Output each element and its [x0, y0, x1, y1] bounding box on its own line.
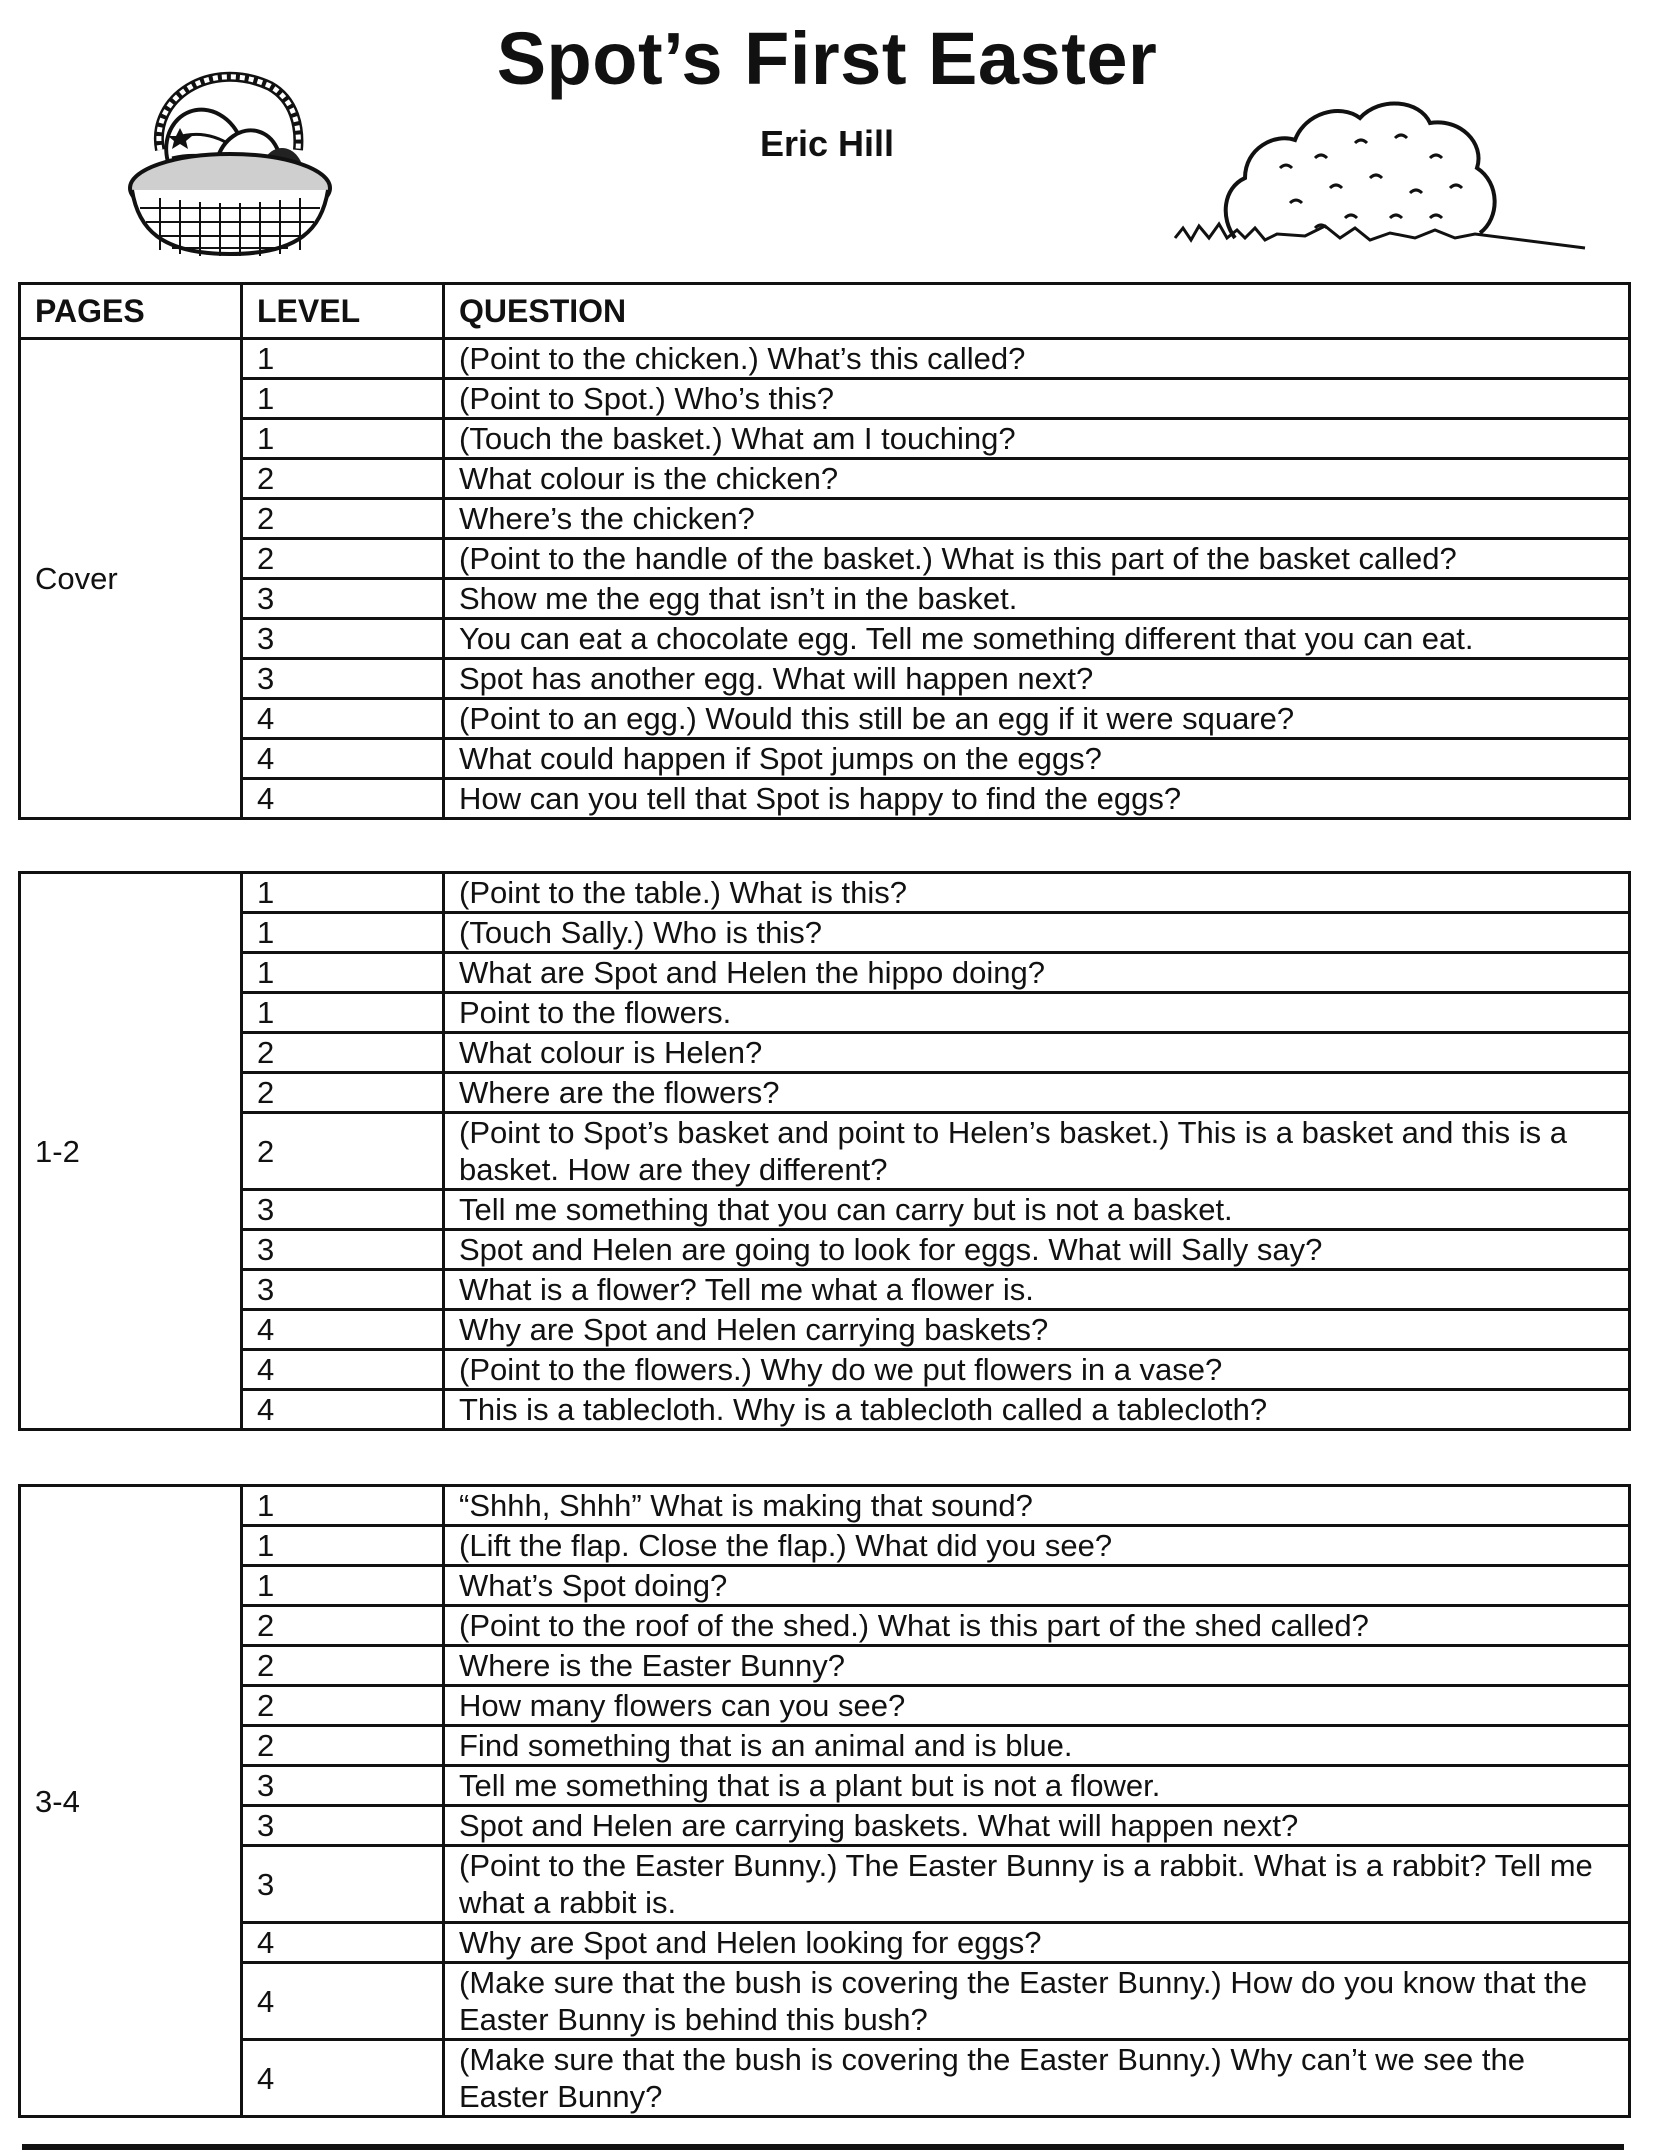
level-cell: 2 [242, 1113, 444, 1190]
question-cell: (Point to the flowers.) Why do we put flowers in a vase? [444, 1350, 1630, 1390]
table-row [20, 1726, 1630, 1766]
question-cell: (Point to Spot’s basket and point to Helen’s basket.) This is a basket and this is a basket. How are they different? [444, 1113, 1630, 1190]
table-row [20, 1350, 1630, 1390]
question-cell: How can you tell that Spot is happy to find the eggs? [444, 779, 1630, 819]
table-row [20, 1486, 1630, 1526]
question-cell: What could happen if Spot jumps on the eggs? [444, 739, 1630, 779]
table-row [20, 2040, 1630, 2117]
question-cell: “Shhh, Shhh” What is making that sound? [444, 1486, 1630, 1526]
table-row [20, 459, 1630, 499]
question-cell: Spot and Helen are going to look for eggs. What will Sally say? [444, 1230, 1630, 1270]
level-cell: 1 [242, 913, 444, 953]
question-cell: Point to the flowers. [444, 993, 1630, 1033]
level-cell: 1 [242, 1566, 444, 1606]
level-cell: 2 [242, 1686, 444, 1726]
table-row [20, 1310, 1630, 1350]
question-cell: What’s Spot doing? [444, 1566, 1630, 1606]
question-cell: (Make sure that the bush is covering the Easter Bunny.) Why can’t we see the Easter Bunny? [444, 2040, 1630, 2117]
table-row [20, 1113, 1630, 1190]
table-row [20, 499, 1630, 539]
table-row [20, 779, 1630, 819]
level-cell: 4 [242, 699, 444, 739]
questions-table-pages-1-2 [18, 871, 1631, 1431]
question-cell: (Point to the table.) What is this? [444, 873, 1630, 913]
table-row [20, 1566, 1630, 1606]
level-cell: 2 [242, 459, 444, 499]
table-row [20, 539, 1630, 579]
level-cell: 3 [242, 1190, 444, 1230]
question-cell: Why are Spot and Helen carrying baskets? [444, 1310, 1630, 1350]
table-row [20, 1606, 1630, 1646]
question-cell: (Point to the roof of the shed.) What is this part of the shed called? [444, 1606, 1630, 1646]
level-cell: 3 [242, 1230, 444, 1270]
level-cell: 3 [242, 659, 444, 699]
pages-cell: 3-4 [20, 1486, 242, 2117]
level-cell: 4 [242, 1390, 444, 1430]
header-question: QUESTION [444, 284, 1630, 339]
pages-cell: 1-2 [20, 873, 242, 1430]
level-cell: 4 [242, 1350, 444, 1390]
question-cell: (Make sure that the bush is covering the Easter Bunny.) How do you know that the Easter Bunny is behind this bush? [444, 1963, 1630, 2040]
level-cell: 4 [242, 739, 444, 779]
level-cell: 2 [242, 539, 444, 579]
question-cell: Why are Spot and Helen looking for eggs? [444, 1923, 1630, 1963]
author-name: Eric Hill [759, 123, 895, 164]
question-cell: Spot and Helen are carrying baskets. What will happen next? [444, 1806, 1630, 1846]
table-row [20, 579, 1630, 619]
table-row [20, 1923, 1630, 1963]
question-cell: (Touch the basket.) What am I touching? [444, 419, 1630, 459]
question-cell: What are Spot and Helen the hippo doing? [444, 953, 1630, 993]
level-cell: 1 [242, 379, 444, 419]
table-row [20, 1646, 1630, 1686]
page-title: Spot’s First Easter [496, 17, 1158, 100]
level-cell: 2 [242, 1646, 444, 1686]
table-row [20, 873, 1630, 913]
table-row [20, 1963, 1630, 2040]
pages-cell: Cover [20, 339, 242, 819]
table-row [20, 1766, 1630, 1806]
table-row [20, 419, 1630, 459]
level-cell: 1 [242, 1486, 444, 1526]
question-cell: Tell me something that is a plant but is not a flower. [444, 1766, 1630, 1806]
table-row [20, 913, 1630, 953]
level-cell: 1 [242, 1526, 444, 1566]
level-cell: 1 [242, 419, 444, 459]
level-cell: 1 [242, 993, 444, 1033]
question-cell: What colour is the chicken? [444, 459, 1630, 499]
table-row [20, 739, 1630, 779]
table-row [20, 659, 1630, 699]
level-cell: 4 [242, 2040, 444, 2117]
table-row [20, 1270, 1630, 1310]
bush-icon [1165, 88, 1595, 258]
question-cell: (Point to Spot.) Who’s this? [444, 379, 1630, 419]
table-row [20, 1806, 1630, 1846]
question-cell: Where is the Easter Bunny? [444, 1646, 1630, 1686]
question-cell: Find something that is an animal and is blue. [444, 1726, 1630, 1766]
table-header-row [20, 284, 1630, 339]
question-cell: This is a tablecloth. Why is a tablecloth called a tablecloth? [444, 1390, 1630, 1430]
table-row [20, 1846, 1630, 1923]
table-row [20, 379, 1630, 419]
table-row [20, 1390, 1630, 1430]
level-cell: 4 [242, 1923, 444, 1963]
questions-table-pages-3-4 [18, 1484, 1631, 2118]
table-row [20, 993, 1630, 1033]
header-pages: PAGES [20, 284, 242, 339]
level-cell: 4 [242, 779, 444, 819]
level-cell: 1 [242, 873, 444, 913]
level-cell: 3 [242, 619, 444, 659]
level-cell: 2 [242, 1033, 444, 1073]
question-cell: Spot has another egg. What will happen next? [444, 659, 1630, 699]
level-cell: 2 [242, 499, 444, 539]
level-cell: 3 [242, 1766, 444, 1806]
table-row [20, 1686, 1630, 1726]
question-cell: Tell me something that you can carry but is not a basket. [444, 1190, 1630, 1230]
question-cell: (Lift the flap. Close the flap.) What did you see? [444, 1526, 1630, 1566]
question-cell: (Touch Sally.) Who is this? [444, 913, 1630, 953]
level-cell: 4 [242, 1963, 444, 2040]
question-cell: (Point to the Easter Bunny.) The Easter Bunny is a rabbit. What is a rabbit? Tell me what a rabbit is. [444, 1846, 1630, 1923]
table-row [20, 1526, 1630, 1566]
level-cell: 3 [242, 1846, 444, 1923]
level-cell: 1 [242, 953, 444, 993]
question-cell: How many flowers can you see? [444, 1686, 1630, 1726]
level-cell: 3 [242, 1270, 444, 1310]
header-level: LEVEL [242, 284, 444, 339]
table-row [20, 1073, 1630, 1113]
table-row [20, 339, 1630, 379]
level-cell: 2 [242, 1726, 444, 1766]
level-cell: 1 [242, 339, 444, 379]
question-cell: What is a flower? Tell me what a flower is. [444, 1270, 1630, 1310]
question-cell: Where’s the chicken? [444, 499, 1630, 539]
table-row [20, 1230, 1630, 1270]
table-row [20, 1033, 1630, 1073]
table-row [20, 953, 1630, 993]
question-cell: (Point to the handle of the basket.) What is this part of the basket called? [444, 539, 1630, 579]
table-row [20, 619, 1630, 659]
level-cell: 3 [242, 579, 444, 619]
question-cell: (Point to the chicken.) What’s this called? [444, 339, 1630, 379]
question-cell: Show me the egg that isn’t in the basket. [444, 579, 1630, 619]
question-cell: Where are the flowers? [444, 1073, 1630, 1113]
table-row [20, 699, 1630, 739]
level-cell: 3 [242, 1806, 444, 1846]
bottom-divider [22, 2144, 1624, 2150]
questions-table-cover [18, 282, 1631, 820]
question-cell: (Point to an egg.) Would this still be an egg if it were square? [444, 699, 1630, 739]
level-cell: 2 [242, 1073, 444, 1113]
level-cell: 2 [242, 1606, 444, 1646]
question-cell: What colour is Helen? [444, 1033, 1630, 1073]
table-row [20, 1190, 1630, 1230]
level-cell: 4 [242, 1310, 444, 1350]
question-cell: You can eat a chocolate egg. Tell me something different that you can eat. [444, 619, 1630, 659]
easter-basket-icon [120, 58, 340, 258]
